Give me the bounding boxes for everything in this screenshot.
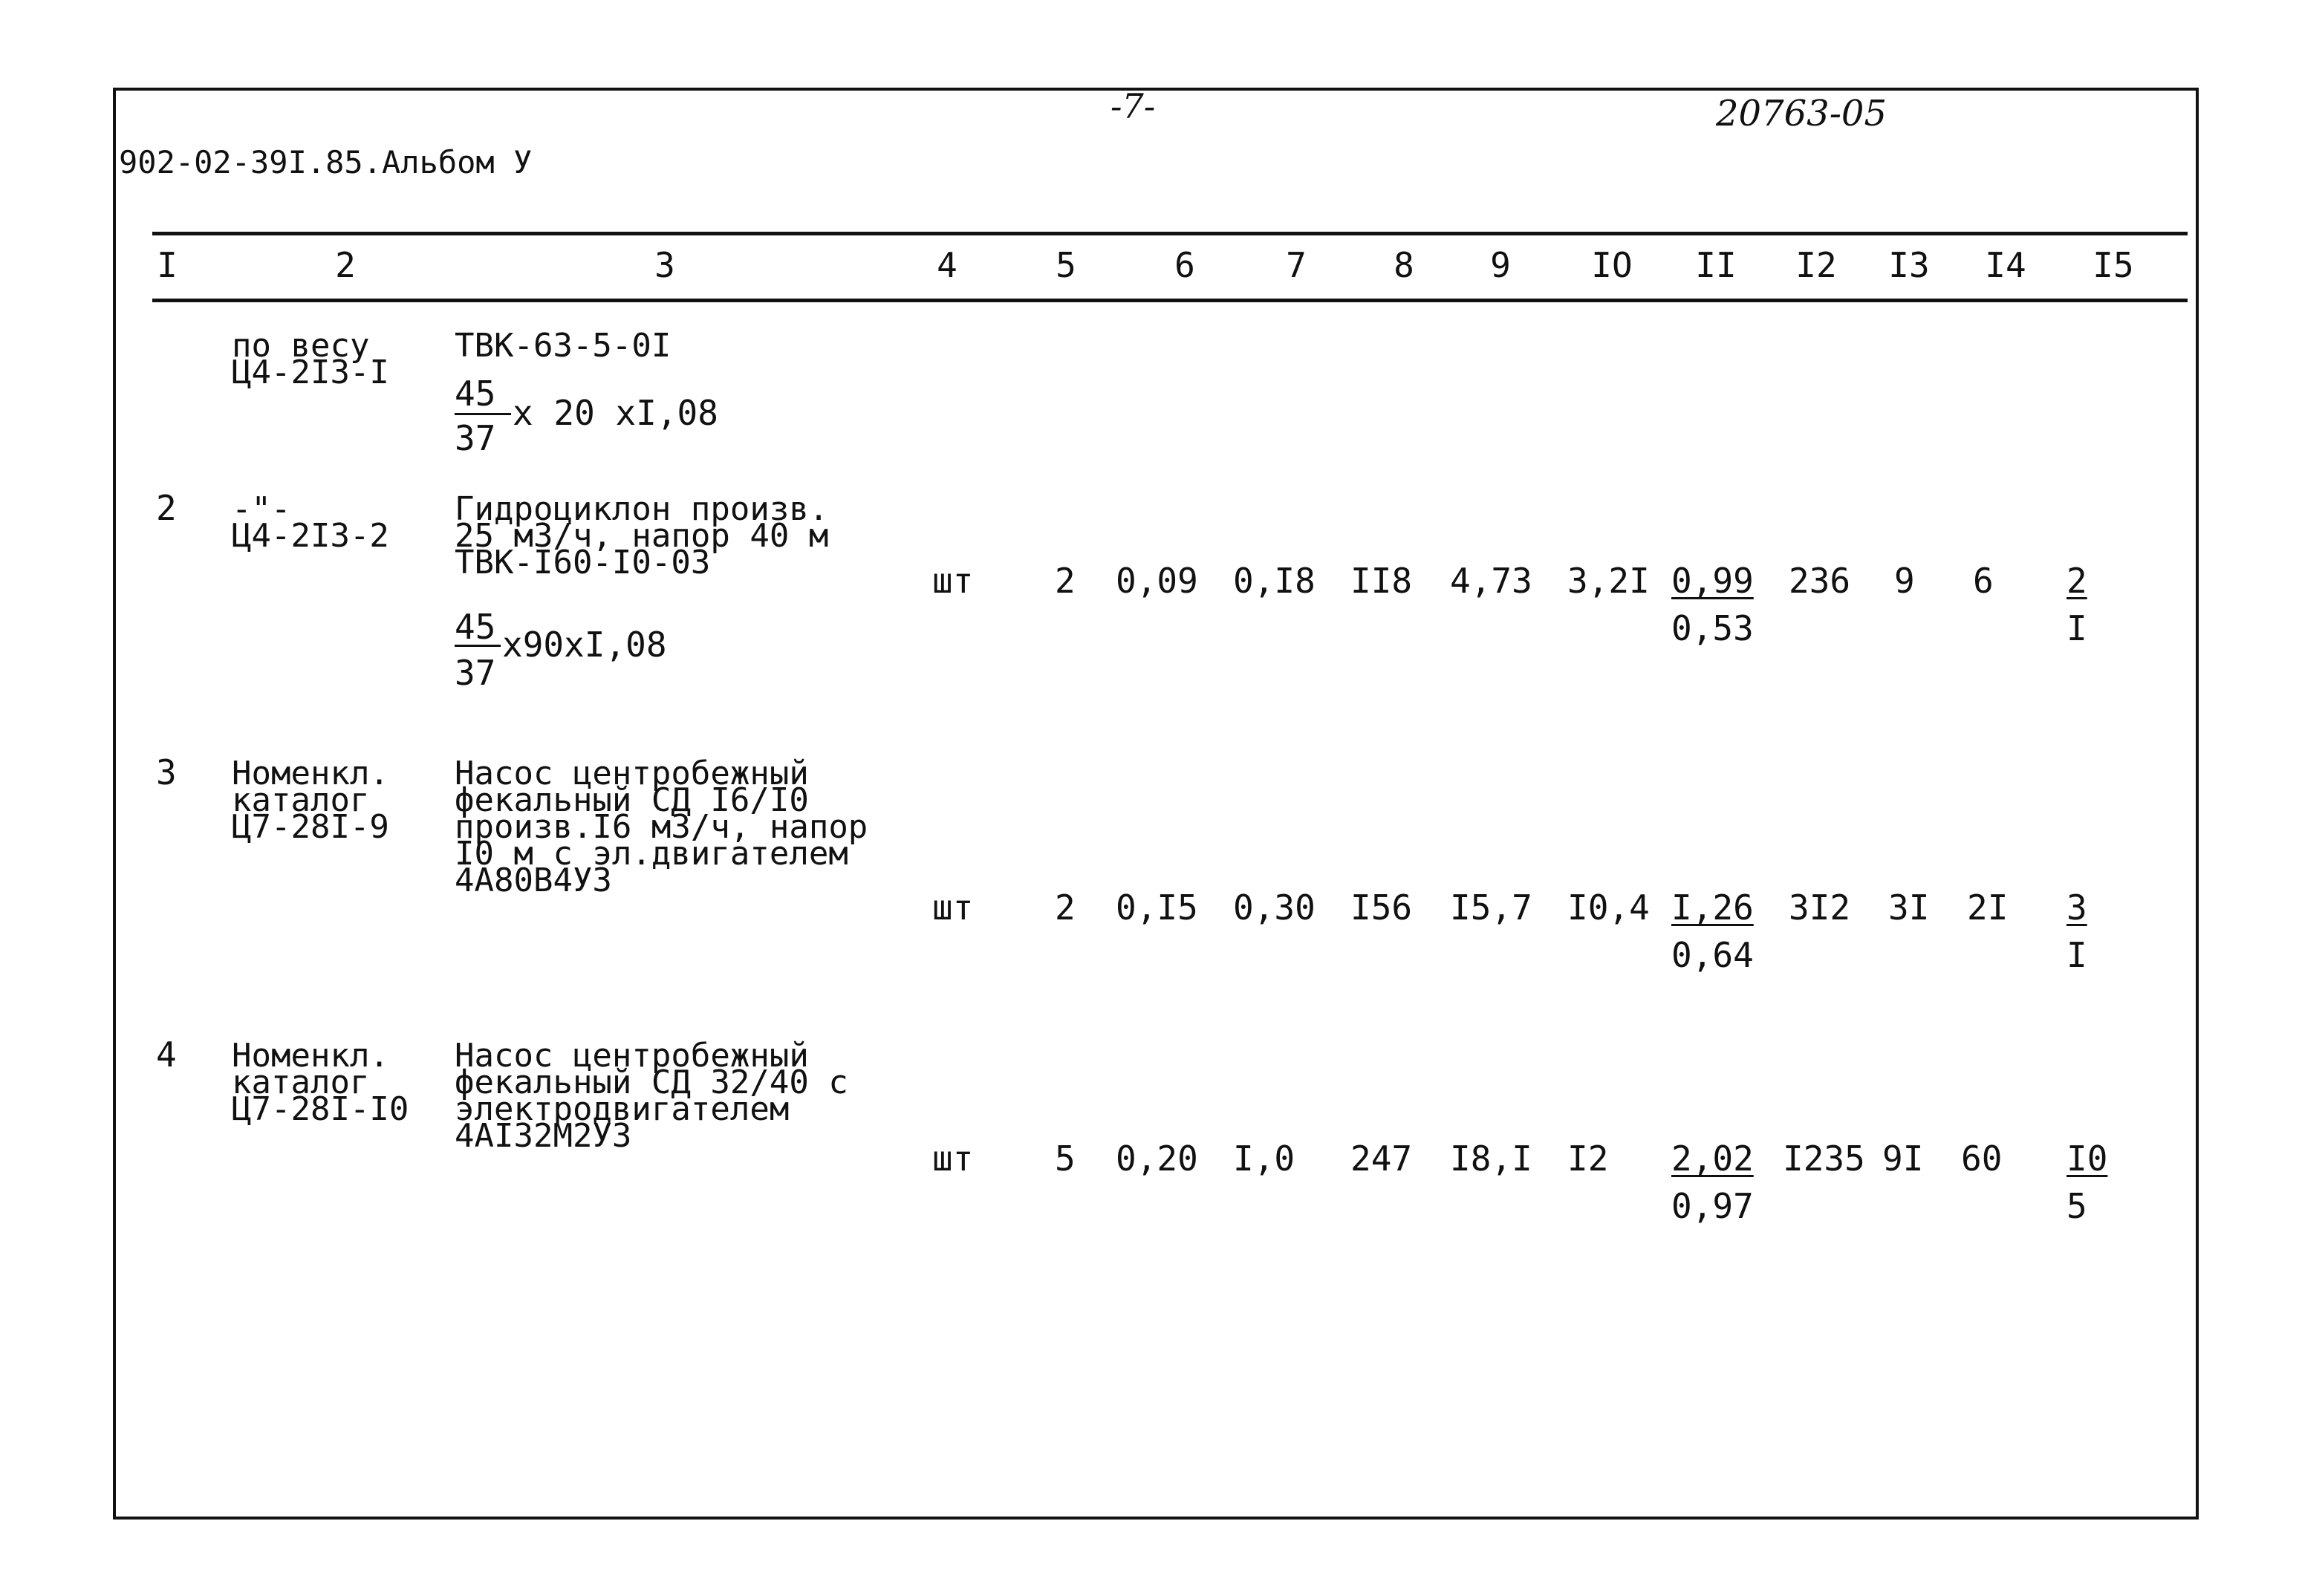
- row1-formula-denominator: 37: [455, 418, 496, 458]
- row2-col10: 3,2I: [1567, 561, 1650, 601]
- col-header-6: 6: [1174, 245, 1195, 285]
- row1-name: ТВК-63-5-0I: [455, 327, 672, 365]
- row3-col7: 0,30: [1233, 887, 1316, 928]
- row3-name: Насос центробежный фекальный СД I6/I0 произв.I6 м3/ч, напор I0 м с эл.двигателем 4А80В4У3: [455, 755, 868, 899]
- col-header-12: I2: [1795, 245, 1837, 285]
- row4-col9: I8,I: [1450, 1139, 1532, 1179]
- col-header-10: IO: [1591, 245, 1633, 285]
- col-header-8: 8: [1394, 245, 1414, 285]
- row1-formula-numerator: 45: [455, 374, 496, 414]
- row2-formula-fraction-bar: [455, 645, 501, 647]
- row3-col9: I5,7: [1450, 887, 1532, 928]
- row4-name: Насос центробежный фекальный СД 32/40 с электродвигателем 4АI32М2У3: [455, 1037, 848, 1155]
- row4-col11-bottom: 0,97: [1671, 1186, 1754, 1226]
- row2-basis: -"- Ц4-2I3-2: [232, 490, 389, 555]
- row2-col7: 0,I8: [1233, 561, 1316, 601]
- row3-col6: 0,I5: [1116, 887, 1198, 928]
- row2-formula-denominator: 37: [455, 653, 496, 693]
- col-header-2: 2: [335, 245, 356, 285]
- row3-qty: 2: [1055, 887, 1076, 928]
- row2-col15-bottom: I: [2067, 608, 2087, 648]
- row4-col8: 247: [1350, 1139, 1413, 1179]
- col-header-13: I3: [1888, 245, 1930, 285]
- header-bottom-rule: [152, 299, 2188, 302]
- row2-col11-top: 0,99: [1671, 561, 1754, 601]
- col-header-11: II: [1695, 245, 1737, 285]
- row4-col14: 60: [1961, 1139, 2003, 1179]
- row4-number: 4: [156, 1035, 177, 1075]
- row3-number: 3: [156, 752, 177, 792]
- row3-basis: Номенкл. каталог Ц7-28I-9: [232, 755, 389, 846]
- row1-basis: по весу Ц4-2I3-I: [232, 327, 389, 391]
- row3-col10: I0,4: [1567, 887, 1650, 928]
- row3-unit: шт: [932, 887, 974, 928]
- row4-col7: I,0: [1233, 1139, 1295, 1179]
- row2-col9: 4,73: [1450, 561, 1532, 601]
- row2-qty: 2: [1055, 561, 1076, 601]
- col-header-4: 4: [937, 245, 957, 285]
- col-header-5: 5: [1056, 245, 1076, 285]
- row2-number: 2: [156, 488, 177, 528]
- document-frame: [113, 88, 2199, 1520]
- row4-col15-bottom: 5: [2067, 1186, 2087, 1226]
- col-header-3: 3: [654, 245, 675, 285]
- row2-formula-rest: х90хI,08: [502, 625, 667, 665]
- row4-unit: шт: [932, 1139, 974, 1179]
- row1-formula-rest: х 20 хI,08: [513, 393, 718, 433]
- row4-col15-top: I0: [2067, 1139, 2108, 1179]
- row3-col11-top: I,26: [1671, 887, 1754, 928]
- row2-unit: шт: [932, 561, 974, 601]
- row4-col12: I235: [1783, 1139, 1865, 1179]
- col-header-9: 9: [1490, 245, 1511, 285]
- stamp-number: 20763-05: [1716, 93, 1887, 134]
- row3-col11-bottom: 0,64: [1671, 935, 1754, 975]
- header-top-rule: [152, 232, 2188, 235]
- row4-col6: 0,20: [1116, 1139, 1198, 1179]
- row4-col13: 9I: [1882, 1139, 1924, 1179]
- row1-formula-fraction-bar: [455, 413, 511, 415]
- row3-col12: 3I2: [1789, 887, 1851, 928]
- row3-col14: 2I: [1967, 887, 2009, 928]
- row3-col15-bottom: I: [2067, 935, 2087, 975]
- row2-col13: 9: [1894, 561, 1915, 601]
- row2-formula-numerator: 45: [455, 607, 496, 647]
- row3-col13: 3I: [1888, 887, 1930, 928]
- col-header-15: I5: [2092, 245, 2134, 285]
- row2-name: Гидроциклон произв. 25 м3/ч, напор 40 м ТВК-I60-I0-03: [455, 490, 829, 582]
- row4-col10: I2: [1567, 1139, 1609, 1179]
- row2-col6: 0,09: [1116, 561, 1198, 601]
- page-mark: -7-: [1111, 86, 1156, 126]
- row4-col11-top: 2,02: [1671, 1139, 1754, 1179]
- row2-col11-bottom: 0,53: [1671, 608, 1754, 648]
- col-header-1: I: [157, 245, 178, 285]
- document-code: 902-02-39I.85.Альбом У: [119, 144, 533, 180]
- row4-basis: Номенкл. каталог Ц7-28I-I0: [232, 1037, 409, 1128]
- col-header-14: I4: [1985, 245, 2026, 285]
- row2-col8: II8: [1350, 561, 1413, 601]
- row2-col15-top: 2: [2067, 561, 2087, 601]
- row3-col15-top: 3: [2067, 887, 2087, 928]
- col-header-7: 7: [1286, 245, 1307, 285]
- row3-col8: I56: [1350, 887, 1413, 928]
- row4-qty: 5: [1055, 1139, 1076, 1179]
- row2-col14: 6: [1973, 561, 1994, 601]
- row2-col12: 236: [1789, 561, 1851, 601]
